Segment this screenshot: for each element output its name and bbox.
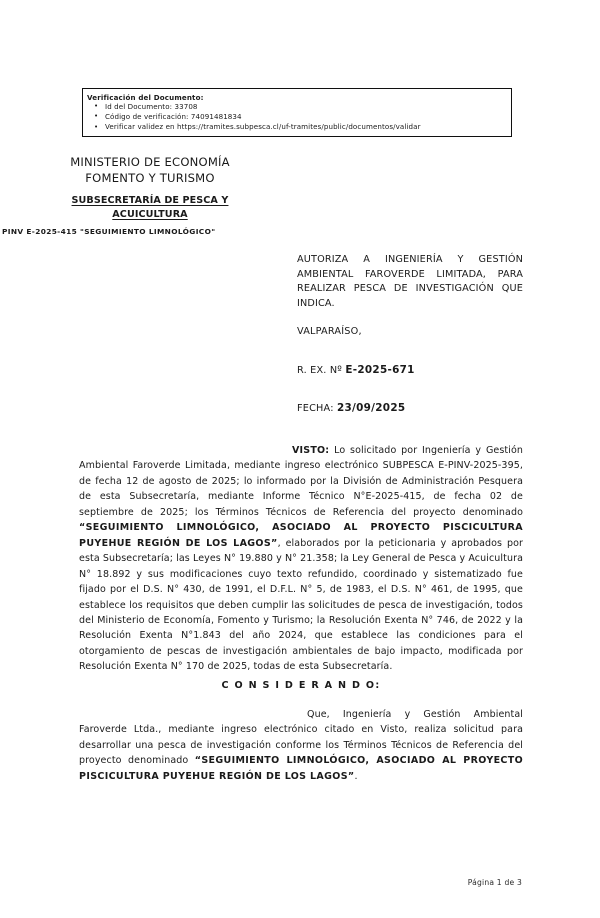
- considerando-text-part-2: .: [354, 770, 358, 782]
- visto-heading: VISTO:: [292, 445, 330, 456]
- resolution-date-value: 23/09/2025: [336, 402, 406, 414]
- considerando-project-name: “SEGUIMIENTO LIMNOLÓGICO, ASOCIADO AL PROYECTO PISCICULTURA PUYEHUE REGIÓN DE LOS LAGOS”: [79, 755, 523, 782]
- verification-title: Verificación del Documento:: [87, 92, 204, 102]
- page-number-label: Página 1 de 3: [467, 878, 522, 887]
- project-code-label: PINV E-2025-415 "SEGUIMIENTO LIMNOLÓGICO": [2, 227, 216, 236]
- resolution-subject-title: AUTORIZA A INGENIERÍA Y GESTIÓN AMBIENTAL FAROVERDE LIMITADA, PARA REALIZAR PESCA DE INVESTIGACIÓN QUE INDICA.: [297, 254, 523, 309]
- letterhead: [2, 155, 278, 236]
- visto-paragraph: [79, 443, 523, 675]
- resolution-number: [297, 364, 415, 376]
- resolution-number-value: E-2025-671: [345, 364, 415, 376]
- resolution-date: [297, 402, 405, 414]
- visto-project-name: “SEGUIMIENTO LIMNOLÓGICO, ASOCIADO AL PROYECTO PISCICULTURA PUYEHUE REGIÓN DE LOS LAGOS”: [79, 522, 523, 549]
- subsecretaria-line-2: ACUICULTURA: [112, 208, 188, 220]
- ministry-line-2: FOMENTO Y TURISMO: [85, 170, 215, 185]
- subsecretaria-line-1: SUBSECRETARÍA DE PESCA Y: [71, 195, 229, 206]
- visto-text-part-1: Lo solicitado por Ingeniería y Gestión Ambiental Faroverde Limitada, mediante ingreso electrónico SUBPESCA E-PINV-2025-395, de fecha 12 de agosto de 2025; lo informado por la División de Administración Pesquera de esta Subsecretaría, mediante Informe Técnico N°E-2025-415, de fecha 02 de septiembre de 2025; los Términos Técnicos de Referencia del proyecto denominado: [79, 445, 523, 518]
- considerando-section: [79, 707, 523, 784]
- visto-text-part-2: , elaborados por la peticionaria y aprobados por esta Subsecretaría; las Leyes N° 19.880 y N° 21.358; la Ley General de Pesca y Acuicultura N° 18.892 y sus modificaciones cuyo texto refundido, coordinado y sistematizado fue fijado por el D.S. N° 430, de 1991, el D.F.L. N° 5, de 1983, el D.S. N° 461, de 1995, que establece los requisitos que deben cumplir las solicitudes de pesca de investigación, todos del Ministerio de Economía, Fomento y Turismo; la Resolución Exenta N° 746, de 2022 y la Resolución Exenta N°1.843 del año 2024, que establece las condiciones para el otorgamiento de pescas de investigación ambientales de bajo impacto, modificada por Resolución Exenta N° 170 de 2025, todas de esta Subsecretaría.: [79, 537, 523, 673]
- document-verification-box: [82, 88, 512, 137]
- ministry-line-1: MINISTERIO DE ECONOMÍA: [70, 155, 230, 169]
- page-footer: [0, 878, 522, 887]
- issue-place: VALPARAÍSO,: [297, 326, 362, 337]
- visto-section: [79, 443, 523, 675]
- considerando-heading: C O N S I D E R A N D O:: [221, 680, 381, 691]
- verification-item-url[interactable]: • Verificar validez en https://tramites.subpesca.cl/uf-tramites/public/documentos/validar: [105, 122, 511, 132]
- verification-item-document-id: • Id del Documento: 33708: [105, 102, 511, 112]
- resolution-date-label: FECHA:: [297, 403, 337, 414]
- considerando-text-part-1: Que, Ingeniería y Gestión Ambiental Faroverde Ltda., mediante ingreso electrónico citado en Visto, realiza solicitud para desarrollar una pesca de investigación conforme los Términos Técnicos de Referencia del proyecto denominado: [79, 709, 523, 767]
- verification-item-code: • Código de verificación: 74091481834: [105, 112, 511, 122]
- verification-list: [83, 102, 511, 133]
- resolution-number-label: R. EX. Nº: [297, 365, 346, 376]
- considerando-paragraph: [79, 707, 523, 784]
